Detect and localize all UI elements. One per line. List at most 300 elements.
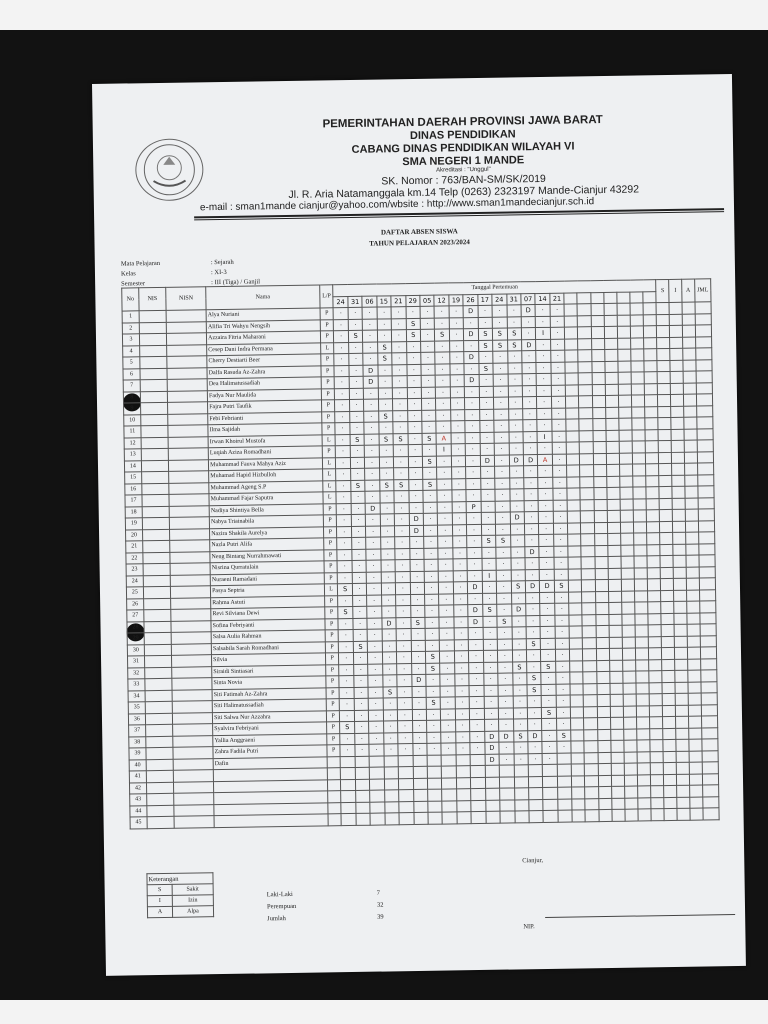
attendance-mark: · <box>551 373 566 385</box>
attendance-mark: · <box>441 697 456 709</box>
attendance-mark: · <box>552 442 567 454</box>
sum-jml <box>702 762 718 774</box>
attendance-mark <box>617 338 630 350</box>
attendance-mark <box>413 766 428 778</box>
gender-cell: P <box>327 733 341 745</box>
date-cell: 21 <box>391 295 406 307</box>
attendance-mark: · <box>380 502 395 514</box>
row-number: 27 <box>127 610 144 622</box>
attendance-mark: · <box>350 457 365 469</box>
attendance-mark: · <box>382 652 397 664</box>
attendance-mark: · <box>393 410 408 422</box>
gender-cell: P <box>320 331 334 343</box>
attendance-mark: · <box>539 523 554 535</box>
attendance-mark: · <box>366 549 381 561</box>
sum-jml <box>701 693 717 705</box>
attendance-mark: · <box>364 399 379 411</box>
attendance-mark <box>597 706 610 718</box>
nis-cell <box>141 448 169 460</box>
attendance-mark <box>471 788 486 800</box>
attendance-mark: · <box>350 411 365 423</box>
attendance-mark <box>485 788 500 800</box>
nisn-cell <box>168 402 208 414</box>
gender-cell: L <box>324 584 338 596</box>
attendance-mark <box>565 350 578 362</box>
attendance-mark: S <box>379 479 394 491</box>
attendance-mark: · <box>498 650 513 662</box>
attendance-mark: D <box>485 742 500 754</box>
attendance-mark <box>633 475 646 487</box>
attendance-mark: · <box>484 719 499 731</box>
attendance-mark <box>648 579 661 591</box>
attendance-mark <box>644 337 657 349</box>
gender-cell: P <box>321 365 335 377</box>
attendance-mark: · <box>348 342 363 354</box>
attendance-mark: · <box>397 675 412 687</box>
attendance-mark: · <box>469 662 484 674</box>
attendance-mark: · <box>425 640 440 652</box>
attendance-mark <box>631 337 644 349</box>
attendance-mark: · <box>339 629 354 641</box>
attendance-mark <box>623 706 636 718</box>
attendance-mark <box>625 786 638 798</box>
attendance-mark: · <box>539 546 554 558</box>
attendance-mark <box>569 637 582 649</box>
sum-s <box>660 544 673 556</box>
attendance-mark: · <box>349 388 364 400</box>
attendance-mark: · <box>365 445 380 457</box>
attendance-mark: · <box>422 421 437 433</box>
attendance-mark: · <box>354 698 369 710</box>
attendance-mark: · <box>365 457 380 469</box>
attendance-mark <box>646 475 659 487</box>
attendance-mark: · <box>552 419 567 431</box>
attendance-mark: · <box>479 409 494 421</box>
attendance-mark: · <box>536 373 551 385</box>
attendance-mark: · <box>334 354 349 366</box>
attendance-mark <box>456 777 471 789</box>
sum-a <box>689 762 702 774</box>
attendance-mark: · <box>524 512 539 524</box>
attendance-mark <box>594 499 607 511</box>
attendance-mark: · <box>555 615 570 627</box>
attendance-mark: · <box>521 316 536 328</box>
attendance-mark: · <box>468 593 483 605</box>
sum-s <box>657 325 670 337</box>
nisn-cell <box>171 620 211 632</box>
attendance-mark <box>515 811 530 823</box>
attendance-mark: P <box>466 501 481 513</box>
attendance-mark: S <box>481 535 496 547</box>
student-name: Muhammad Fauva Mahya Aziz <box>209 457 323 470</box>
attendance-mark: · <box>481 512 496 524</box>
attendance-mark <box>631 349 644 361</box>
attendance-mark <box>611 740 624 752</box>
attendance-mark: · <box>451 444 466 456</box>
attendance-mark: · <box>455 674 470 686</box>
attendance-mark: · <box>556 684 571 696</box>
row-number: 35 <box>128 702 145 714</box>
attendance-mark <box>595 591 608 603</box>
attendance-mark <box>605 407 618 419</box>
date-cell: 06 <box>362 296 377 308</box>
attendance-mark: · <box>453 582 468 594</box>
attendance-mark: · <box>527 707 542 719</box>
attendance-mark: · <box>478 305 493 317</box>
student-name: Luqiah Aziza Romadhani <box>208 446 322 459</box>
attendance-mark <box>648 602 661 614</box>
attendance-mark <box>428 812 443 824</box>
attendance-mark: · <box>555 661 570 673</box>
nisn-cell <box>173 747 213 759</box>
attendance-mark: · <box>493 374 508 386</box>
attendance-mark <box>648 625 661 637</box>
attendance-mark <box>578 315 591 327</box>
attendance-mark: · <box>382 663 397 675</box>
attendance-mark <box>644 372 657 384</box>
attendance-mark: · <box>383 675 398 687</box>
class-label: Kelas <box>120 270 136 278</box>
nis-cell <box>142 494 170 506</box>
sum-i <box>670 325 683 337</box>
attendance-mark: · <box>522 362 537 374</box>
attendance-mark <box>529 788 544 800</box>
header-no: No <box>122 288 139 311</box>
student-name: Cherry Destiarti Beer <box>207 354 321 367</box>
sum-a <box>687 613 700 625</box>
attendance-mark <box>631 372 644 384</box>
attendance-mark <box>622 637 635 649</box>
nisn-cell <box>174 793 214 805</box>
attendance-mark <box>570 695 583 707</box>
attendance-mark: · <box>395 525 410 537</box>
attendance-mark <box>569 591 582 603</box>
attendance-mark <box>568 522 581 534</box>
attendance-mark: · <box>528 742 543 754</box>
attendance-mark <box>644 349 657 361</box>
attendance-mark <box>356 802 371 814</box>
attendance-mark <box>648 613 661 625</box>
attendance-mark: D <box>525 581 540 593</box>
attendance-mark: · <box>394 468 409 480</box>
document-title <box>304 225 534 250</box>
attendance-mark: · <box>436 409 451 421</box>
attendance-mark <box>595 602 608 614</box>
nisn-cell <box>170 517 210 529</box>
row-number: 12 <box>124 437 141 449</box>
attendance-mark <box>646 464 659 476</box>
attendance-mark: · <box>556 695 571 707</box>
sum-jml <box>701 716 717 728</box>
attendance-mark: · <box>438 536 453 548</box>
attendance-mark <box>579 373 592 385</box>
attendance-mark <box>598 798 611 810</box>
attendance-mark: · <box>537 396 552 408</box>
gender-cell: P <box>326 710 340 722</box>
attendance-mark: · <box>510 546 525 558</box>
attendance-mark <box>591 326 604 338</box>
student-name: Dalfa Rasuda Az-Zahra <box>207 365 321 378</box>
attendance-mark <box>529 811 544 823</box>
attendance-mark: · <box>393 399 408 411</box>
attendance-mark: · <box>438 513 453 525</box>
attendance-mark <box>646 452 659 464</box>
attendance-mark <box>636 659 649 671</box>
sum-a <box>682 302 695 314</box>
attendance-mark: · <box>450 398 465 410</box>
attendance-mark: · <box>455 685 470 697</box>
nis-cell <box>141 414 169 426</box>
attendance-mark: · <box>540 569 555 581</box>
attendance-mark: I <box>536 327 551 339</box>
attendance-mark: · <box>525 569 540 581</box>
attendance-mark: · <box>366 537 381 549</box>
attendance-mark: · <box>423 467 438 479</box>
gender-cell: P <box>321 388 335 400</box>
attendance-mark: · <box>537 385 552 397</box>
attendance-mark <box>623 671 636 683</box>
attendance-mark: · <box>421 398 436 410</box>
attendance-mark: · <box>391 307 406 319</box>
attendance-mark <box>621 591 634 603</box>
attendance-mark <box>624 763 637 775</box>
attendance-mark: · <box>479 397 494 409</box>
attendance-mark: · <box>407 421 422 433</box>
sum-a <box>683 371 696 383</box>
attendance-mark: · <box>525 558 540 570</box>
sum-a <box>686 567 699 579</box>
sum-a <box>689 785 702 797</box>
student-name: Yallia Anggraeni <box>213 733 327 746</box>
sum-i <box>677 808 690 820</box>
attendance-mark <box>621 556 634 568</box>
attendance-mark <box>618 372 631 384</box>
attendance-mark <box>620 476 633 488</box>
attendance-mark: · <box>466 466 481 478</box>
attendance-mark: · <box>366 560 381 572</box>
sum-jml <box>698 509 714 521</box>
gender-cell: P <box>326 722 340 734</box>
attendance-mark: · <box>478 351 493 363</box>
date-cell <box>577 292 590 304</box>
attendance-mark: · <box>381 594 396 606</box>
attendance-mark: · <box>440 628 455 640</box>
attendance-mark <box>635 613 648 625</box>
attendance-mark <box>572 775 585 787</box>
letterhead <box>243 113 684 202</box>
gender-cell <box>327 768 341 780</box>
attendance-mark: · <box>441 743 456 755</box>
attendance-mark <box>594 522 607 534</box>
attendance-mark <box>593 487 606 499</box>
attendance-mark <box>592 372 605 384</box>
attendance-mark: · <box>334 308 349 320</box>
attendance-mark: · <box>349 399 364 411</box>
nis-cell <box>142 483 170 495</box>
row-number: 2 <box>122 322 139 334</box>
attendance-mark: · <box>479 386 494 398</box>
subject-label: Mata Pelajaran <box>120 259 161 268</box>
attendance-mark: · <box>422 444 437 456</box>
sum-a <box>685 509 698 521</box>
sum-s <box>657 337 670 349</box>
attendance-mark <box>624 740 637 752</box>
attendance-mark: · <box>481 489 496 501</box>
nisn-cell <box>174 816 214 828</box>
attendance-mark <box>384 755 399 767</box>
date-cell: 29 <box>405 295 420 307</box>
attendance-mark: · <box>507 316 522 328</box>
letterhead-sk-number: SK. Nomor : 763/BAN-SM/SK/2019 <box>381 172 546 188</box>
nisn-cell <box>171 632 211 644</box>
sum-a <box>682 314 695 326</box>
attendance-mark <box>638 786 651 798</box>
attendance-mark <box>632 429 645 441</box>
attendance-mark: · <box>396 606 411 618</box>
attendance-mark <box>591 303 604 315</box>
attendance-mark: · <box>454 639 469 651</box>
attendance-mark: · <box>536 362 551 374</box>
row-number: 19 <box>125 518 142 530</box>
attendance-mark: · <box>348 307 363 319</box>
background-top <box>0 0 768 30</box>
attendance-mark <box>582 568 595 580</box>
attendance-mark <box>564 315 577 327</box>
nis-cell <box>142 506 170 518</box>
attendance-mark: · <box>513 696 528 708</box>
attendance-mark <box>625 809 638 821</box>
attendance-mark: · <box>395 548 410 560</box>
attendance-mark: · <box>467 570 482 582</box>
attendance-mark: · <box>494 454 509 466</box>
attendance-mark <box>649 694 662 706</box>
attendance-mark: · <box>410 559 425 571</box>
nisn-cell <box>172 666 212 678</box>
sum-jml <box>697 405 713 417</box>
nis-cell <box>139 322 167 334</box>
sum-s <box>657 348 670 360</box>
attendance-mark: S <box>478 328 493 340</box>
attendance-mark <box>557 753 572 765</box>
nisn-cell <box>169 471 209 483</box>
attendance-mark: · <box>511 569 526 581</box>
attendance-mark <box>593 453 606 465</box>
sum-s <box>660 532 673 544</box>
attendance-mark: · <box>451 421 466 433</box>
attendance-mark <box>584 729 597 741</box>
attendance-mark: · <box>465 386 480 398</box>
attendance-mark <box>634 521 647 533</box>
gender-cell: L <box>323 492 337 504</box>
attendance-mark <box>565 361 578 373</box>
date-cell <box>604 292 617 304</box>
attendance-mark <box>617 326 630 338</box>
attendance-mark <box>604 349 617 361</box>
nis-cell <box>146 759 174 771</box>
nisn-cell <box>167 344 207 356</box>
attendance-mark <box>569 614 582 626</box>
attendance-mark <box>591 338 604 350</box>
row-number: 29 <box>127 633 144 645</box>
date-cell: 31 <box>348 296 363 308</box>
attendance-mark: · <box>364 422 379 434</box>
attendance-mark <box>557 787 572 799</box>
attendance-mark <box>485 800 500 812</box>
attendance-mark: · <box>423 513 438 525</box>
gender-cell <box>327 779 341 791</box>
nisn-cell <box>168 448 208 460</box>
sum-i <box>677 774 690 786</box>
attendance-mark: · <box>381 606 396 618</box>
attendance-mark <box>568 568 581 580</box>
attendance-mark: · <box>351 491 366 503</box>
sum-i <box>670 348 683 360</box>
attendance-mark: · <box>508 374 523 386</box>
attendance-mark <box>355 767 370 779</box>
gender-cell: P <box>324 549 338 561</box>
attendance-mark: · <box>425 594 440 606</box>
attendance-mark: · <box>408 479 423 491</box>
sum-i <box>676 705 689 717</box>
attendance-mark: · <box>436 375 451 387</box>
attendance-mark: · <box>553 500 568 512</box>
attendance-mark: · <box>364 388 379 400</box>
attendance-mark: · <box>397 663 412 675</box>
attendance-mark: · <box>452 501 467 513</box>
attendance-mark <box>637 751 650 763</box>
attendance-table-wrap <box>121 278 719 829</box>
attendance-mark: · <box>551 396 566 408</box>
attendance-mark: · <box>483 616 498 628</box>
nis-cell <box>141 471 169 483</box>
attendance-mark: · <box>523 408 538 420</box>
attendance-mark <box>624 729 637 741</box>
nisn-cell <box>170 551 210 563</box>
attendance-mark <box>566 430 579 442</box>
attendance-mark <box>636 648 649 660</box>
attendance-mark: D <box>521 305 536 317</box>
attendance-mark <box>514 765 529 777</box>
attendance-mark: · <box>497 604 512 616</box>
attendance-mark <box>596 625 609 637</box>
attendance-mark: · <box>336 491 351 503</box>
attendance-mark: · <box>381 571 396 583</box>
attendance-mark: · <box>336 434 351 446</box>
legend-table <box>146 872 214 918</box>
attendance-mark: · <box>339 687 354 699</box>
attendance-mark: · <box>391 318 406 330</box>
gender-cell: L <box>322 469 336 481</box>
attendance-mark <box>610 729 623 741</box>
attendance-mark: · <box>337 526 352 538</box>
sum-a <box>682 337 695 349</box>
attendance-mark <box>605 395 618 407</box>
sum-s <box>663 739 676 751</box>
attendance-mark: · <box>338 560 353 572</box>
attendance-mark: · <box>423 490 438 502</box>
attendance-mark <box>631 360 644 372</box>
sum-s <box>661 567 674 579</box>
attendance-mark: D <box>468 581 483 593</box>
attendance-mark <box>385 813 400 825</box>
row-number: 21 <box>126 541 143 553</box>
sum-jml <box>697 463 713 475</box>
student-name: Syalvira Febriyani <box>213 722 327 735</box>
attendance-mark: · <box>555 603 570 615</box>
attendance-mark: · <box>526 615 541 627</box>
attendance-mark: · <box>398 721 413 733</box>
legend-label: Sakit <box>172 884 213 896</box>
